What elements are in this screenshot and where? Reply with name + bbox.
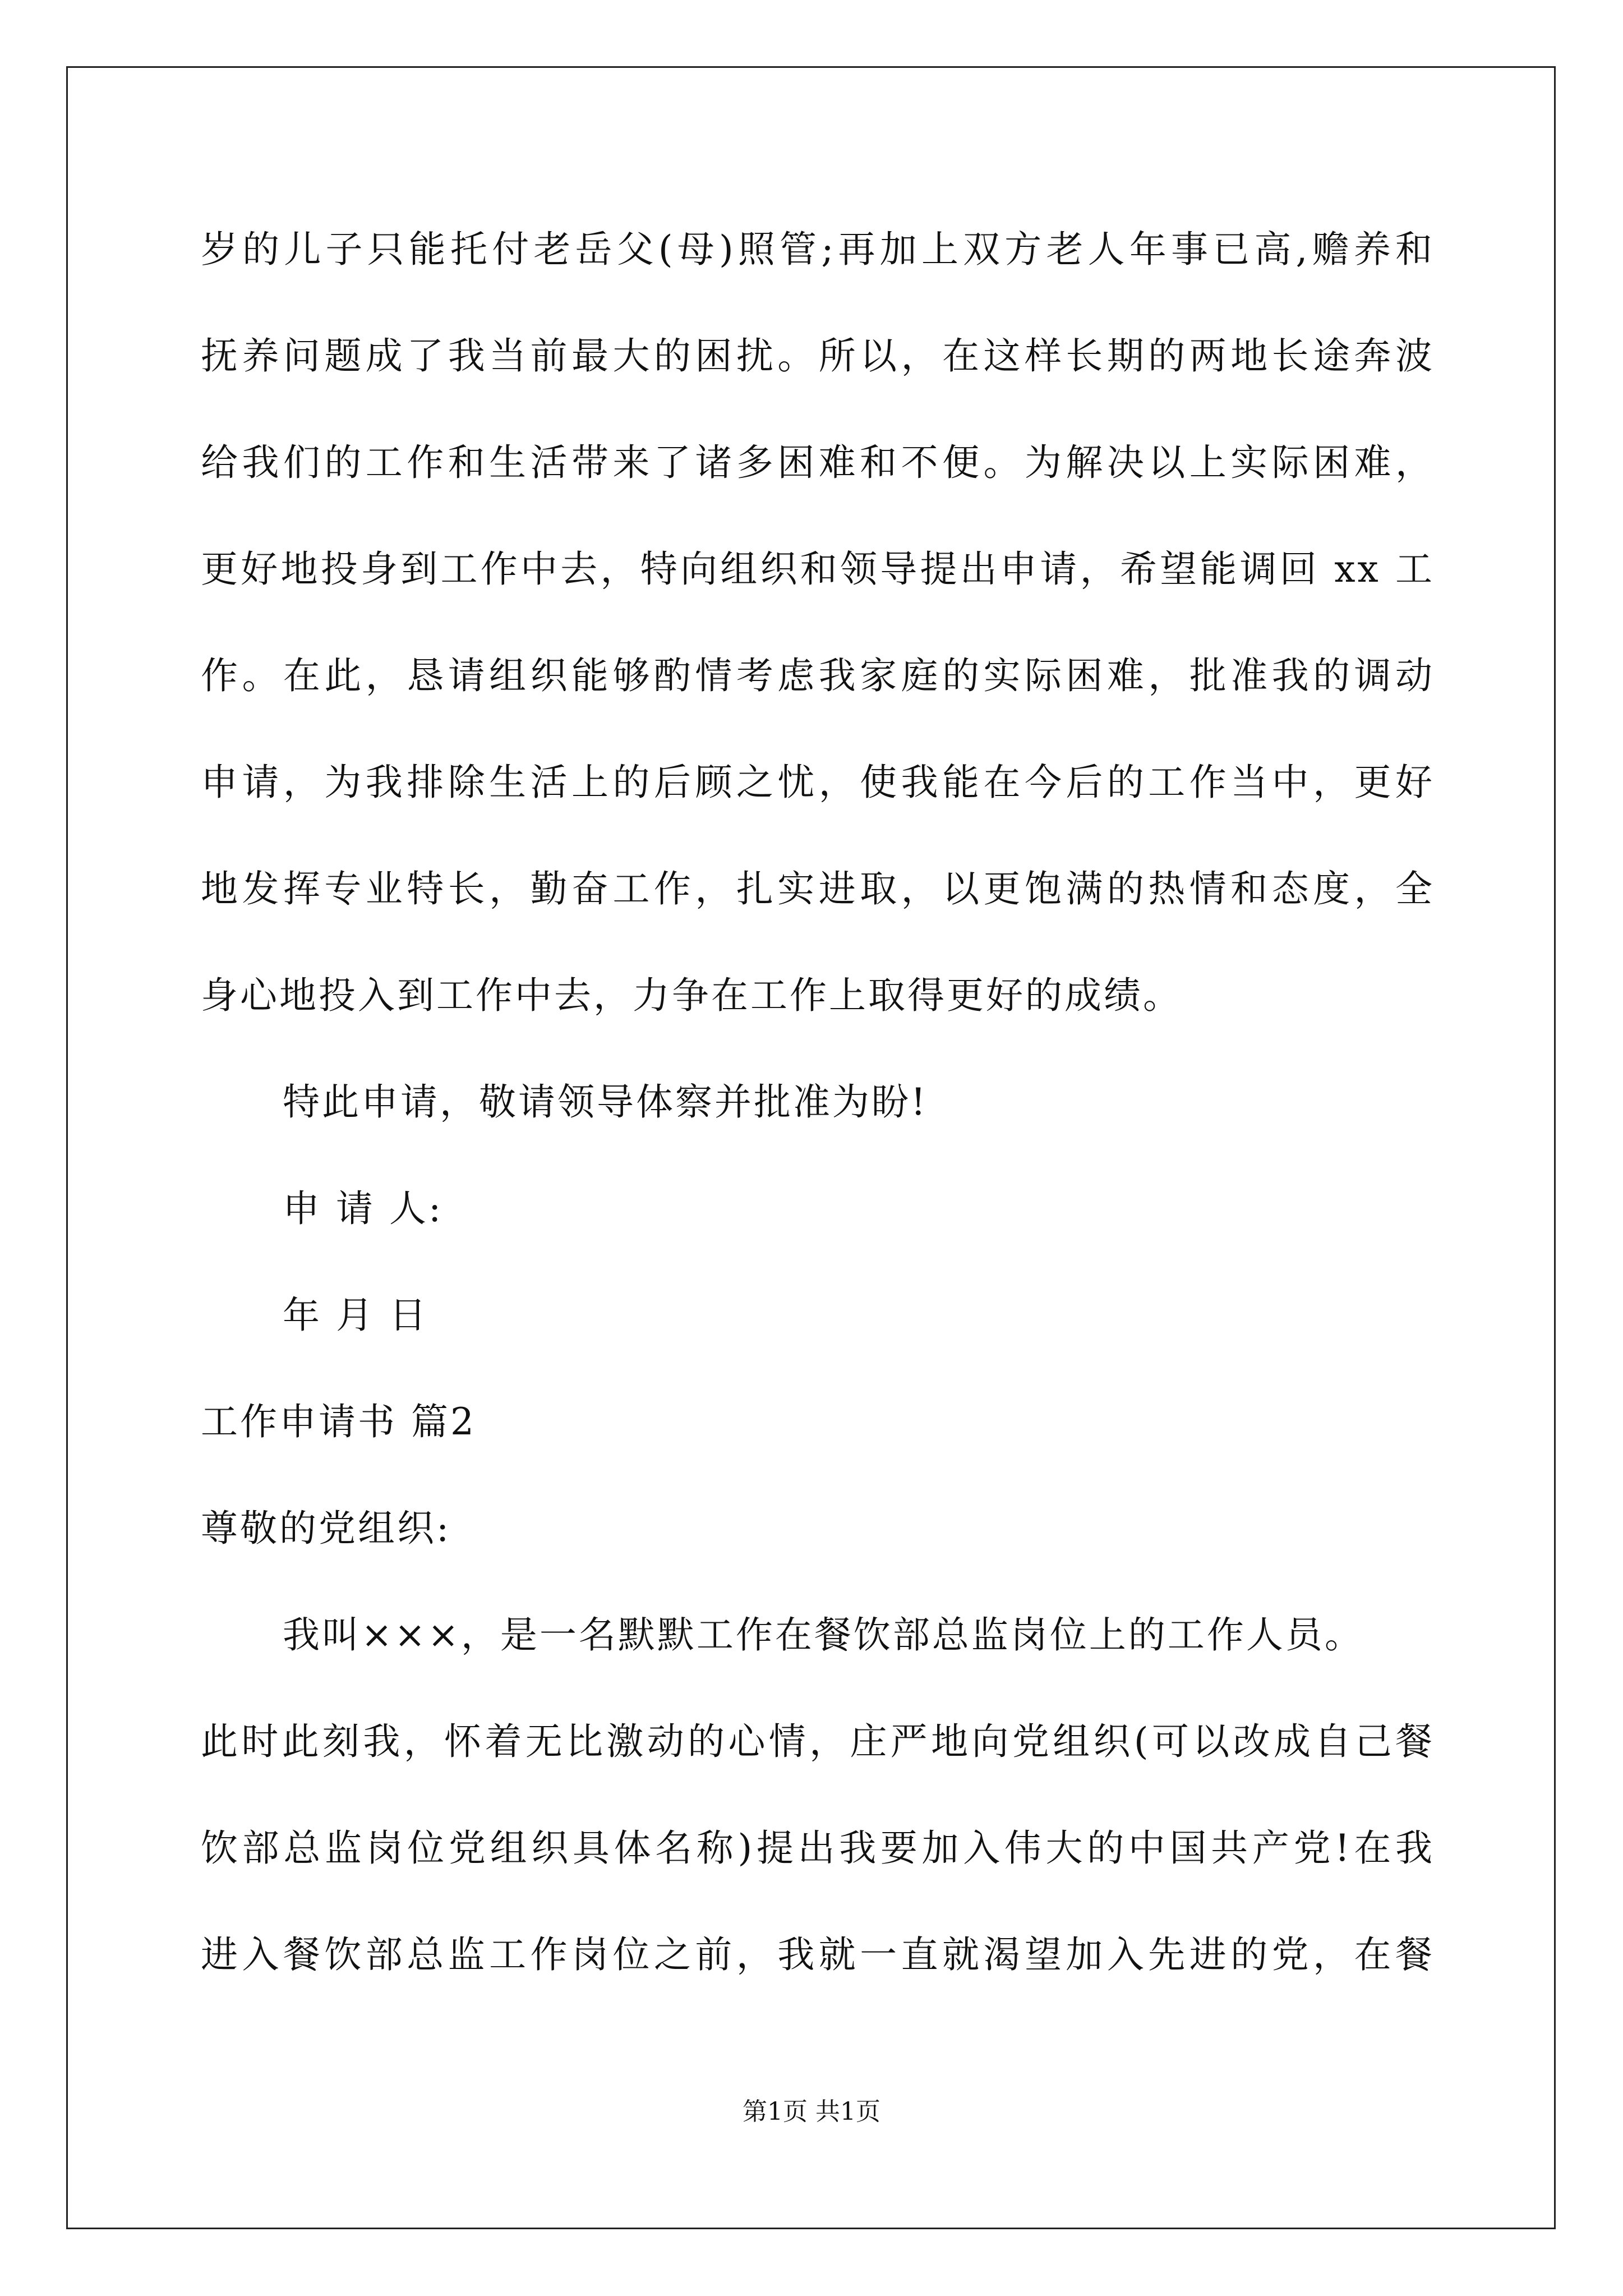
page-number-footer: 第1页 共1页 (743, 2097, 880, 2126)
document-body (201, 213, 1435, 2025)
closing-request: 特此申请，敬请领导体察并批准为盼! (283, 1080, 928, 1124)
paragraph-line: 作。在此，恳请组织能够酌情考虑我家庭的实际困难，批准我的调动 (201, 654, 1435, 697)
salutation: 尊敬的党组织: (201, 1507, 451, 1550)
paragraph-line: 地发挥专业特长，勤奋工作，扎实进取，以更饱满的热情和态度，全 (201, 867, 1435, 910)
paragraph-line: 进入餐饮部总监工作岗位之前，我就一直就渴望加入先进的党，在餐 (201, 1933, 1435, 1976)
date-label: 年 月 日 (283, 1294, 428, 1337)
section-heading: 工作申请书 篇2 (201, 1400, 476, 1443)
paragraph-line: 抚养问题成了我当前最大的困扰。所以，在这样长期的两地长途奔波 (201, 334, 1435, 378)
paragraph-line: 我叫×××，是一名默默工作在餐饮部总监岗位上的工作人员。 (283, 1613, 1364, 1657)
paragraph-line: 申请，为我排除生活上的后顾之忧，使我能在今后的工作当中，更好 (201, 761, 1435, 804)
paragraph-line: 此时此刻我，怀着无比激动的心情，庄严地向党组织(可以改成自己餐 (201, 1720, 1435, 1763)
paragraph-line: 岁的儿子只能托付老岳父(母)照管;再加上双方老人年事已高,赡养和 (201, 228, 1435, 271)
paragraph-line: 饮部总监岗位党组织具体名称)提出我要加入伟大的中国共产党!在我 (201, 1826, 1435, 1870)
paragraph-line: 身心地投入到工作中去，力争在工作上取得更好的成绩。 (201, 974, 1182, 1017)
applicant-label: 申 请 人: (283, 1187, 444, 1230)
paragraph-line: 给我们的工作和生活带来了诸多困难和不便。为解决以上实际困难， (201, 441, 1435, 484)
paragraph-line: 更好地投身到工作中去，特向组织和领导提出申请，希望能调回 xx 工 (201, 547, 1435, 591)
